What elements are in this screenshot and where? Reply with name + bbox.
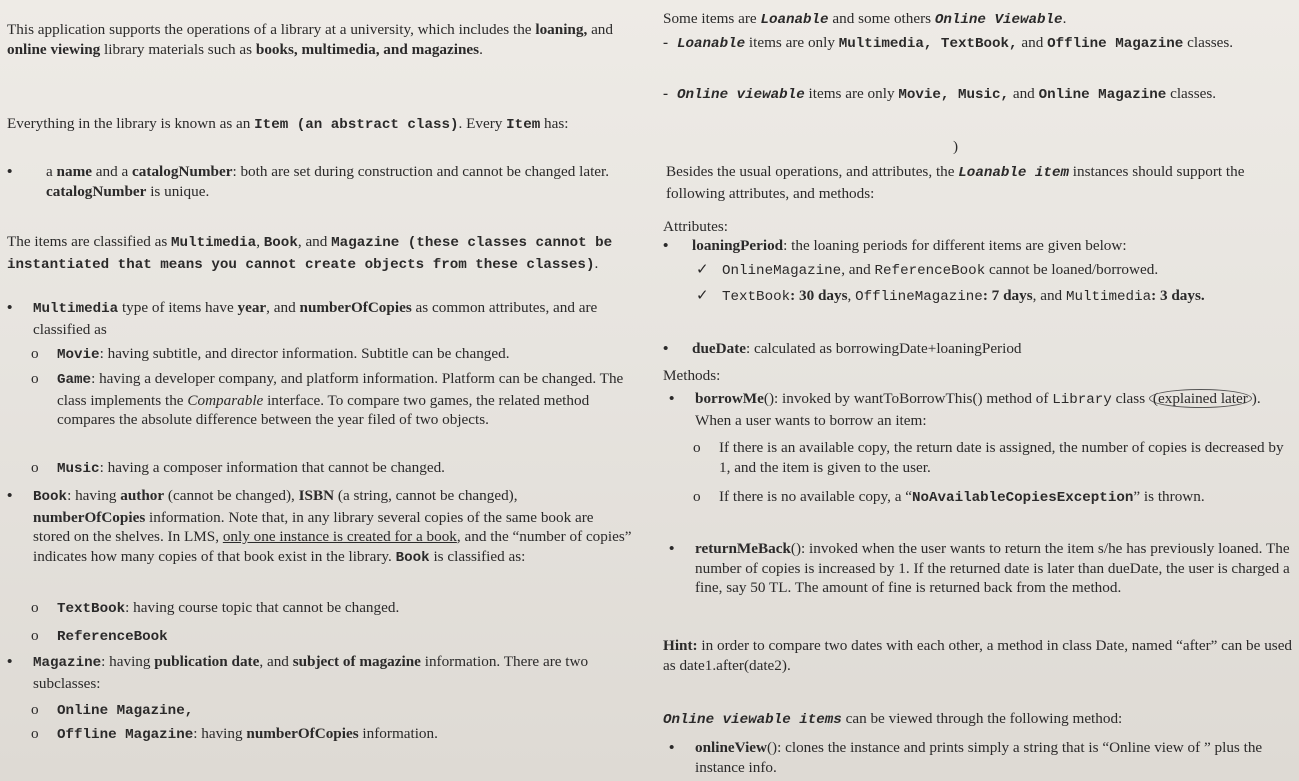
stray-pen-mark: ) [953,138,959,155]
loan-rule-check-1: ✓ OnlineMagazine, and ReferenceBook cannot be loaned/borrowed. [696,261,1159,279]
offline-magazine-subitem: o Offline Magazine: having numberOfCopies information. [31,725,438,743]
book-bullet: • Book: having author (cannot be changed), ISBN (a string, cannot be changed), numberOfCopies information. Note that, in any library several copies of the same book are stored on the shelves. In LMS, only one instance is created for a book, and the “number of copies” indicates how many copies of that book exist in the library. Book is classified as: [7,487,632,566]
return-me-back-bullet: • returnMeBack(): invoked when the user wants to return the item s/he has previously loaned. The number of copies is increased by 1. If the returned date is later than dueDate, the user is charged a fine, say 50 TL. The amount of fine is returned back from the method. [669,540,1290,597]
borrow-unavailable-subitem: o If there is no available copy, a “NoAvailableCopiesException” is thrown. [693,488,1205,506]
due-date-bullet: • dueDate: calculated as borrowingDate+loaningPeriod [663,340,1022,357]
borrow-available-subitem: o If there is an available copy, the return date is assigned, the number of copies is decreased by 1, and the item is given to the user. [693,439,1284,476]
borrow-me-bullet: • borrowMe(): invoked by wantToBorrowThis() method of Library class (explained later ). When a user wants to borrow an item: [669,390,1261,429]
magazine-bullet: • Magazine: having publication date, and subject of magazine information. There are two subclasses: [7,653,589,692]
game-subitem: o Game: having a developer company, and platform information. Platform can be changed. The class implements the Comparable interface. To compare two games, the related method compares the absolute difference between the year filed of two objects. [31,370,624,429]
item-paragraph: Everything in the library is known as an Item (an abstract class). Every Item has: [7,115,569,133]
loaning-period-bullet: • loaningPeriod: the loaning periods for different items are given below: [663,237,1127,254]
multimedia-bullet: • Multimedia type of items have year, and numberOfCopies as common attributes, and are classified as [7,299,598,338]
movie-subitem: o Movie: having subtitle, and director information. Subtitle can be changed. [31,345,510,363]
referencebook-subitem: o ReferenceBook [31,627,168,645]
classified-paragraph: The items are classified as Multimedia, Book, and Magazine (these classes cannot be instantiated that means you cannot create objects from these classes). [7,233,613,273]
attributes-label: Attributes: [663,218,728,235]
viewable-items-paragraph: Online viewable items can be viewed through the following method: [663,710,1123,728]
online-view-bullet: • onlineView(): clones the instance and prints simply a string that is “Online view of ” plus the instance info. [669,739,1263,776]
loanable-viewable-intro: Some items are Loanable and some others Online Viewable. [663,10,1067,28]
methods-label: Methods: [663,367,721,384]
item-attributes-bullet: • a name and a catalogNumber: both are set during construction and cannot be changed later. catalogNumber is unique. [7,163,610,200]
online-magazine-subitem: o Online Magazine, [31,701,194,719]
loanable-classes-line: - Loanable items are only Multimedia, TextBook, and Offline Magazine classes. [663,34,1234,52]
textbook-subitem: o TextBook: having course topic that cannot be changed. [31,599,400,617]
loan-rule-check-2: ✓ TextBook: 30 days, OfflineMagazine: 7 days, and Multimedia: 3 days. [696,287,1205,305]
music-subitem: o Music: having a composer information that cannot be changed. [31,459,445,477]
viewable-classes-line: - Online viewable items are only Movie, Music, and Online Magazine classes. [663,85,1217,103]
besides-paragraph: Besides the usual operations, and attributes, the Loanable item instances should support the following attributes, and methods: [666,163,1245,202]
intro-paragraph: This application supports the operations of a library at a university, which includes the loaning, and online viewing library materials such as books, multimedia, and magazines. [7,21,613,58]
hint-paragraph: Hint: in order to compare two dates with each other, a method in class Date, named “after” can be used as date1.after(date2). [663,637,1293,674]
